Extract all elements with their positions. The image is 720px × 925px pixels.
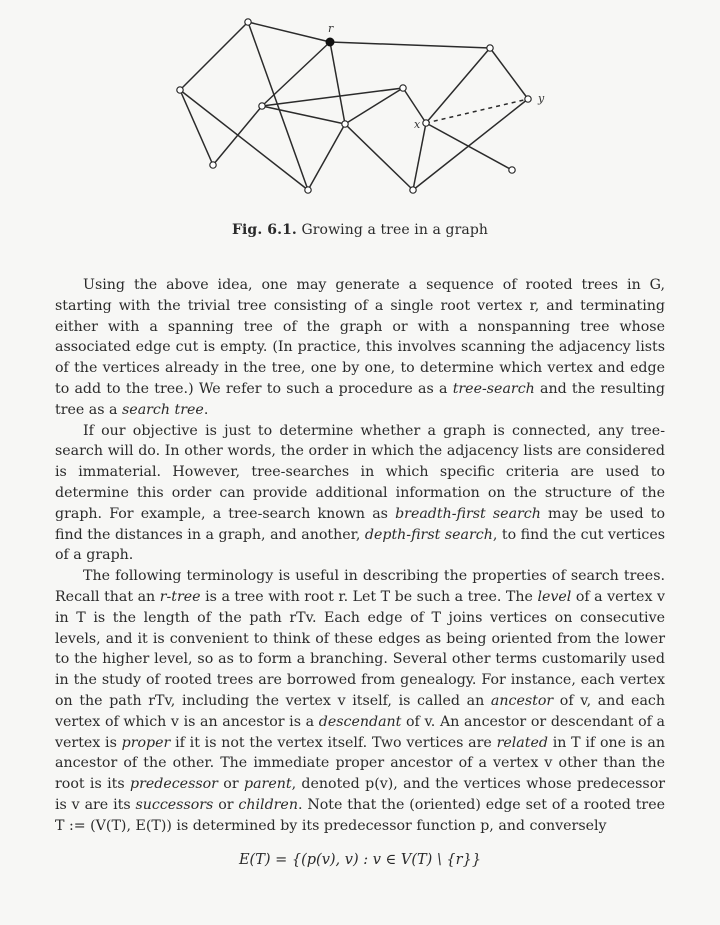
edge (180, 22, 248, 90)
vertices (177, 19, 531, 193)
figure-caption (0, 222, 720, 238)
edge (180, 90, 213, 165)
vertex (259, 103, 265, 109)
text-run: The following terminology is useful in describing the properties of search trees. Recall that an (55, 568, 665, 605)
vertex-x (423, 120, 429, 126)
paragraph-1 (55, 275, 665, 421)
label-r: r (328, 22, 334, 35)
text-run: , denoted p(v), and the vertices whose predecessor is v are its (55, 776, 666, 813)
text-run: . Note that the (oriented) edge set of a rooted tree T := (V(T), E(T)) is determined by its predecessor function p, and conversely (55, 796, 665, 834)
edge (308, 124, 345, 190)
text-run: . (203, 401, 209, 418)
vertex (487, 45, 493, 51)
term-children: children (238, 796, 298, 813)
vertex (509, 167, 515, 173)
term-proper: proper (121, 734, 171, 751)
text-run: of a vertex v in T is the length of the path rTv. Each edge of T joins vertices on consecutive levels, and it is convenient to think of these edges as being oriented from the lower to the higher level, so as to form a branching. Several other terms customarily used in the study of rooted trees are borrowed from genealogy. For instance, each vertex on the path rTv, including the vertex v itself, is called an (55, 588, 665, 709)
formula: E(T) = {(p(v), v) : v ∈ V(T) \ {r}} (238, 852, 482, 868)
vertex (305, 187, 311, 193)
text-run: or (213, 796, 239, 813)
term-related: related (496, 734, 548, 751)
caption-text: Growing a tree in a graph (301, 222, 489, 238)
tree-edges (180, 22, 528, 190)
term-depth-first-search: depth-first search (364, 526, 493, 543)
root-vertex (326, 38, 334, 46)
vertex-y (525, 96, 531, 102)
graph-figure (0, 0, 720, 210)
edge (213, 106, 262, 165)
text-run: of v. An ancestor or descendant of a vertex is (55, 713, 665, 751)
paragraph-3 (55, 566, 665, 836)
term-level: level (537, 588, 572, 605)
term-tree-search: tree-search (452, 380, 535, 397)
caption-label: Fig. 6.1. (231, 222, 297, 238)
edge (180, 90, 308, 190)
term-parent: parent (244, 776, 292, 793)
text-run: If our objective is just to determine whether a graph is connected, any tree-search will do. In other words, the order in which the adjacency lists are considered is immaterial. However, tree-searches in which specific criteria are used to determine this order can provide additional information on the structure of the graph. For example, a tree-search known as (55, 422, 665, 522)
vertex (342, 121, 348, 127)
term-successors: successors (135, 796, 214, 813)
edge (413, 99, 528, 190)
vertex (177, 87, 183, 93)
term-search-tree: search tree (122, 401, 204, 418)
label-x: x (414, 118, 421, 131)
edge (330, 42, 490, 48)
edge (262, 106, 345, 124)
edge (413, 123, 426, 190)
edge (426, 48, 490, 123)
text-run: of v, and each vertex of which v is an ancestor is a (55, 692, 665, 730)
term-r-tree: r-tree (159, 588, 201, 605)
vertex (210, 162, 216, 168)
edge (345, 124, 413, 190)
edge (262, 42, 330, 106)
vertex (245, 19, 251, 25)
term-ancestor: ancestor (490, 692, 554, 709)
edge (248, 22, 308, 190)
term-descendant: descendant (318, 713, 402, 730)
edge (248, 22, 330, 42)
edge (490, 48, 528, 99)
text-run: may be used to find the distances in a graph, and another, (55, 505, 666, 543)
edge (262, 88, 403, 106)
vertex (410, 187, 416, 193)
body-text (55, 275, 665, 837)
term-predecessor: predecessor (129, 776, 218, 793)
text-run: , to find the cut vertices of a graph. (55, 526, 665, 564)
text-run: or (217, 776, 244, 793)
text-run: and the resulting tree as a (55, 380, 665, 418)
edge (330, 42, 345, 124)
paragraph-2 (55, 421, 665, 567)
text-run: is a tree with root r. Let T be such a tree. The (200, 588, 538, 605)
term-breadth-first-search: breadth-first search (395, 505, 541, 522)
edge (345, 88, 403, 124)
text-run: if it is not the vertex itself. Two vertices are (170, 734, 497, 751)
text-run: Using the above idea, one may generate a sequence of rooted trees in G, starting with the trivial tree consisting of a single root vertex r, and terminating either with a spanning tree of the graph or with a nonspanning tree whose associated edge cut is empty. (In practice, this involves scanning the adjacency lists of the vertices already in the tree, one by one, to determine which vertex and edge to add to the tree.) We refer to such a procedure as a (55, 277, 665, 397)
label-y: y (538, 92, 545, 105)
vertex (400, 85, 406, 91)
text-run: in T if one is an ancestor of the other. The immediate proper ancestor of a vertex v other than the root is its (55, 734, 665, 793)
